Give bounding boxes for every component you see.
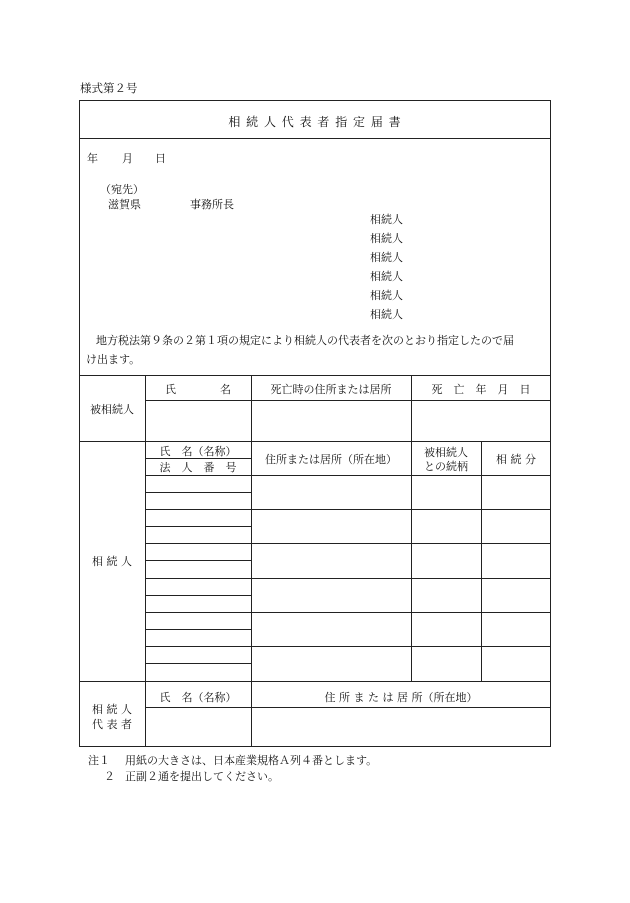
decedent-address-header: 死亡時の住所または居所	[270, 383, 392, 396]
title-divider	[79, 138, 551, 139]
heirs-row-divider-4	[145, 578, 551, 579]
date-day-label: 日	[155, 152, 166, 165]
heir-signature-1: 相続人	[370, 213, 403, 226]
heirs-row-divider-6	[145, 646, 551, 647]
note-2-marker: ２	[104, 770, 115, 783]
decedent-header-divider	[145, 400, 551, 401]
addressee-office: 事務所長	[190, 198, 234, 211]
representative-top-border	[79, 681, 551, 682]
heirs-name-header: 氏 名（名称）	[159, 445, 237, 458]
heirs-name-split-6	[145, 663, 251, 664]
heirs-label: 相 続 人	[92, 555, 132, 568]
representative-name-header: 氏 名（名称）	[159, 691, 237, 704]
note-2-text: 正副２通を提出してください。	[125, 770, 279, 783]
date-year-label: 年	[87, 152, 98, 165]
heir-signature-5: 相続人	[370, 289, 403, 302]
decedent-top-border	[79, 375, 551, 376]
heirs-col-divider-3	[481, 441, 482, 681]
representative-label-line-2: 代 表 者	[92, 718, 132, 731]
heir-signature-3: 相続人	[370, 251, 403, 264]
heir-signature-2: 相続人	[370, 232, 403, 245]
decedent-name-header: 氏 名	[165, 383, 231, 396]
heirs-col-divider-1	[251, 441, 252, 681]
heirs-relation-header-line-2: との続柄	[424, 460, 468, 473]
heirs-row-divider-5	[145, 612, 551, 613]
note-1-text: 用紙の大きさは、日本産業規格Ａ列４番とします。	[125, 754, 378, 767]
addressee-prefecture: 滋賀県	[108, 198, 141, 211]
heirs-col-divider-2	[411, 441, 412, 681]
heirs-row-divider-2	[145, 509, 551, 510]
note-1-marker: 注１	[88, 754, 110, 767]
heirs-address-header: 住所または居所（所在地）	[265, 453, 397, 466]
heir-signature-4: 相続人	[370, 270, 403, 283]
heirs-share-header: 相 続 分	[496, 453, 536, 466]
form-number: 様式第２号	[80, 81, 138, 95]
heirs-row-divider-1	[145, 475, 551, 476]
heirs-name-split-3	[145, 560, 251, 561]
decedent-label: 被相続人	[90, 403, 134, 416]
statement-line-1: 地方税法第９条の２第１項の規定により相続人の代表者を次のとおり指定したので届	[96, 334, 514, 347]
heir-signature-6: 相続人	[370, 308, 403, 321]
representative-header-divider	[145, 707, 551, 708]
heirs-header-split	[145, 458, 251, 459]
heirs-name-split-1	[145, 492, 251, 493]
heirs-row-divider-3	[145, 543, 551, 544]
representative-address-header: 住 所 ま た は 居 所（所在地）	[324, 691, 478, 704]
statement-line-2: け出ます。	[86, 353, 141, 366]
heirs-label-divider	[145, 441, 146, 681]
representative-label-line-1: 相 続 人	[92, 703, 132, 716]
heirs-corp-number-header: 法 人 番 号	[159, 461, 237, 474]
date-month-label: 月	[122, 152, 133, 165]
heirs-name-split-5	[145, 629, 251, 630]
form-title: 相 続 人 代 表 者 指 定 届 書	[228, 115, 402, 129]
heirs-relation-header-line-1: 被相続人	[424, 446, 468, 459]
heirs-name-split-2	[145, 526, 251, 527]
addressee-prefix: （宛先）	[100, 183, 144, 196]
decedent-date-header: 死 亡 年 月 日	[431, 383, 531, 396]
heirs-name-split-4	[145, 595, 251, 596]
